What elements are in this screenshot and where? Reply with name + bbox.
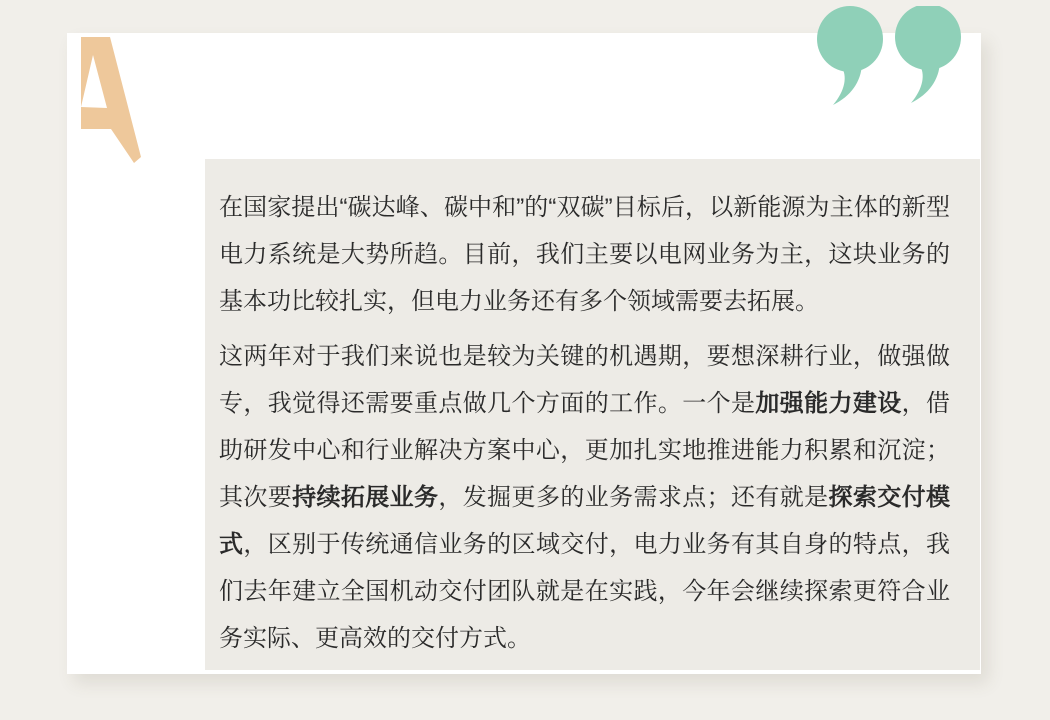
quote-paragraph-2-segment: 这两年对于我们来说也是较为关键的机遇期，要想深耕行业，做强做专，我觉得还需要重点做几个方面的工作。一个是	[219, 343, 950, 417]
quote-paragraph-2-segment: ，发掘更多的业务需求点；还有就是	[438, 484, 829, 511]
bold-phrase-business-expansion: 持续拓展业务	[292, 484, 439, 511]
bold-phrase-capability-building: 加强能力建设	[755, 390, 902, 417]
bold-phrase-delivery-model: 探索交付模式	[219, 484, 951, 558]
quote-paragraph-1: 在国家提出“碳达峰、碳中和”的“双碳”目标后，以新能源为主体的新型电力系统是大势所趋。目前，我们主要以电网业务为主，这块业务的基本功比较扎实，但电力业务还有多个领域需要去拓展。	[219, 194, 950, 315]
accent-letter-a	[79, 37, 141, 163]
quote-text-box	[205, 159, 980, 670]
closing-double-quote-icon	[817, 6, 963, 106]
quote-paragraph-2-segment: ，区别于传统通信业务的区域交付，电力业务有其自身的特点，我们去年建立全国机动交付团队就是在实践，今年会继续探索更符合业务实际、更高效的交付方式。	[219, 531, 951, 652]
quote-paragraph-2-segment: ，借助研发中心和行业解决方案中心，更加扎实地推进能力积累和沉淀；其次要	[219, 390, 951, 511]
quote-paragraph-2	[219, 333, 950, 662]
content-card	[67, 33, 981, 674]
